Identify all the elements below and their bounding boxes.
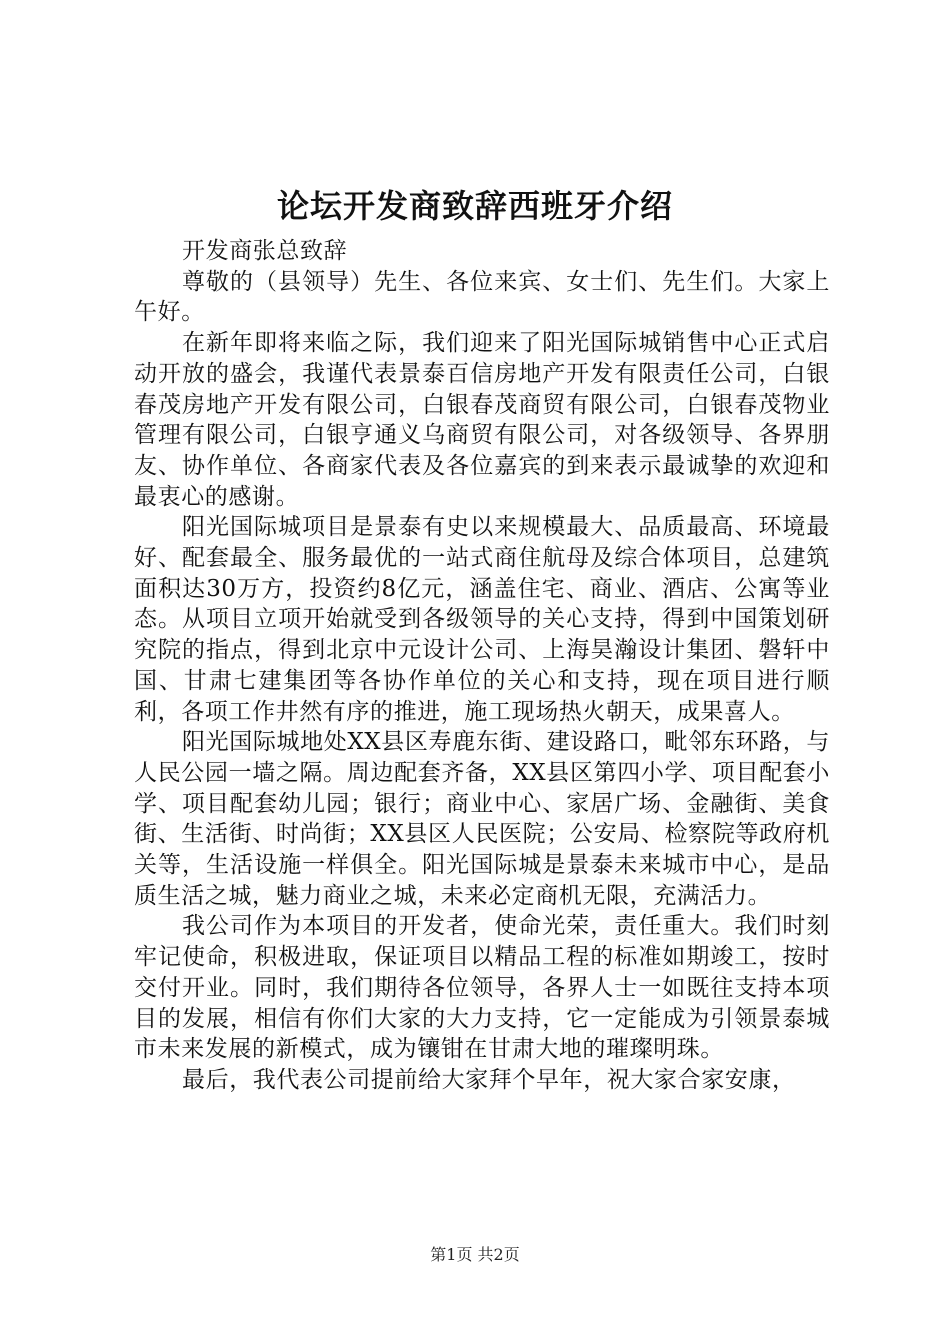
document-body xyxy=(134,236,830,1096)
page-footer: 第1页 共2页 xyxy=(430,1245,520,1264)
paragraph-location: 阳光国际城地处XX县区寿鹿东街、建设路口，毗邻东环路，与人民公园一墙之隔。周边配套齐备，XX县区第四小学、项目配套小学、项目配套幼儿园；银行；商业中心、家居广场、金融街、美食街、生活街、时尚街；XX县区人民医院；公安局、检察院等政府机关等，生活设施一样俱全。阳光国际城是景泰未来城市中心，是品质生活之城，魅力商业之城，未来必定商机无限，充满活力。 xyxy=(134,729,830,909)
paragraph-project-overview: 阳光国际城项目是景泰有史以来规模最大、品质最高、环境最好、配套最全、服务最优的一站式商住航母及综合体项目，总建筑面积达30万方，投资约8亿元，涵盖住宅、商业、酒店、公寓等业态。从项目立项开始就受到各级领导的关心支持，得到中国策划研究院的指点，得到北京中元设计公司、上海昊瀚设计集团、磐轩中国、甘肃七建集团等各协作单位的关心和支持，现在项目进行顺利，各项工作井然有序的推进，施工现场热火朝天，成果喜人。 xyxy=(134,514,830,725)
document-title: 论坛开发商致辞西班牙介绍 xyxy=(276,187,673,225)
paragraph-commitment: 我公司作为本项目的开发者，使命光荣，责任重大。我们时刻牢记使命，积极进取，保证项目以精品工程的标准如期竣工，按时交付开业。同时，我们期待各位领导，各界人士一如既往支持本项目的发展，相信有你们大家的大力支持，它一定能成为引领景泰城市未来发展的新模式，成为镶钳在甘肃大地的璀璨明珠。 xyxy=(134,913,830,1063)
paragraph-welcome: 在新年即将来临之际，我们迎来了阳光国际城销售中心正式启动开放的盛会，我谨代表景泰百信房地产开发有限责任公司，白银春茂房地产开发有限公司，白银春茂商贸有限公司，白银春茂物业管理有限公司，白银亨通义乌商贸有限公司，对各级领导、各界朋友、协作单位、各商家代表及各位嘉宾的到来表示最诚挚的欢迎和最衷心的感谢。 xyxy=(134,330,830,510)
paragraph-closing: 最后，我代表公司提前给大家拜个早年，祝大家合家安康， xyxy=(182,1066,796,1093)
paragraph-subtitle: 开发商张总致辞 xyxy=(182,238,348,264)
paragraph-greeting: 尊敬的（县领导）先生、各位来宾、女士们、先生们。大家上午好。 xyxy=(134,268,830,326)
